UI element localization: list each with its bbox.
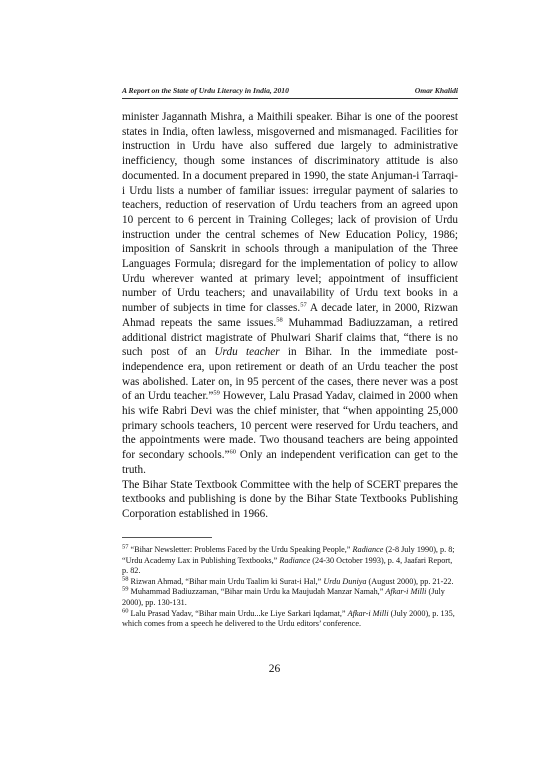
text-run: (July 2000), p. 135, which comes from a speech he delivered to the Urdu editors’ conference. (122, 608, 455, 629)
text-run: “Bihar Newsletter: Problems Faced by the Urdu Speaking People,” (128, 545, 353, 554)
text-run: (July 2000), pp. 130-131. (122, 587, 445, 607)
footnote-number: 58 (122, 575, 129, 583)
footnote (122, 587, 458, 608)
text-run: Lalu Prasad Yadav, “Bihar main Urdu...ke Liye Sarkari Iqdamat,” (128, 608, 348, 618)
text-run: (2-8 July 1990), p. 8; “Urdu Academy Lax in Publishing Textbooks,” (122, 545, 455, 565)
footnote (122, 577, 458, 588)
footnote-number: 57 (122, 543, 129, 551)
text-run: A decade later, in 2000, Rizwan Ahmad repeats the same issues. (122, 302, 458, 329)
text-run: Muhammad Badiuzzaman, “Bihar main Urdu ka Maujudah Manzar Namah,” (128, 587, 386, 597)
header-author: Omar Khalidi (414, 86, 458, 95)
paragraph (122, 110, 458, 478)
footnote-number: 59 (122, 585, 129, 593)
footnote (122, 606, 458, 630)
italic-text: Afkar-i Milli (347, 608, 389, 618)
header-title: A Report on the State of Urdu Literacy in India, 2010 (122, 86, 289, 95)
italic-text: Urdu Duniya (323, 576, 367, 586)
footnote-ref-57[interactable]: 57 (300, 301, 307, 309)
text-run: in Bihar. In the immediate post-independence era, upon retirement or death of an Urdu teacher the post was abolished. Later on, in 95 percent of the cases, there never was a post of an Urdu teacher.” (122, 346, 458, 403)
running-header (122, 86, 458, 99)
footnote (122, 545, 458, 577)
text-run: However, Lalu Prasad Yadav, claimed in 2000 when his wife Rabri Devi was the chief minister, that “when appointing 25,000 primary schools teachers, 10 percent were reserved for Urdu teachers, and the appointments were made. Two thousand teachers are being appointed for secondary schools.” (122, 390, 458, 462)
italic-text: Afkar-i Milli (385, 587, 427, 597)
italic-text: Urdu teacher (214, 346, 280, 359)
text-run: Only an independent verification can get to the truth. (122, 449, 458, 476)
footnote-separator (122, 537, 212, 538)
paragraph: The Bihar State Textbook Committee with the help of SCERT prepares the textbooks and publishing is done by the Bihar State Textbooks Publishing Corporation established in 1966. (122, 478, 458, 520)
footnote-ref-60[interactable]: 60 (229, 448, 237, 456)
text-run: Rizwan Ahmad, “Bihar main Urdu Taalim ki Surat-i Hal,” (128, 576, 324, 586)
text-run: (August 2000), pp. 21-22. (366, 576, 454, 586)
footnotes (122, 545, 458, 630)
text-run: Muhammad Badiuzzaman, a retired additional district magistrate of Phulwari Sharif claims that, “there is no such post of an (122, 316, 459, 359)
italic-text: Radiance (279, 555, 311, 565)
footnote-number: 60 (122, 606, 129, 614)
text-run: (24-30 October 1993), p. 4, Jaafari Report, p. 82. (122, 555, 453, 576)
footnote-ref-58[interactable]: 58 (276, 316, 283, 324)
page-number: 26 (268, 663, 281, 675)
text-run: minister Jagannath Mishra, a Maithili speaker. Bihar is one of the poorest states in India, often lawless, misgoverned and mismanaged. Facilities for instruction in Urdu have also suffered due largely to administrative inefficiency, though some instances of discriminatory attitude is also documented. In a document prepared in 1990, the state Anjuman-i Tarraqi-i Urdu lists a number of familiar issues: irregular payment of salaries to teachers, reduction of reservation of Urdu teachers from an agreed upon 10 percent to 6 percent in Training Colleges; lack of provision of Urdu instruction under the central schemes of New Education Policy, 1986; imposition of Sanskrit in schools through a manipulation of the Three Languages Formula; disregard for the implementation of policy to allow Urdu wherever wanted at primary level; appointment of insufficient number of Urdu teachers; and unavailability of Urdu text books in a number of subjects in time for classes. (122, 111, 458, 315)
italic-text: Radiance (352, 545, 384, 554)
footnote-ref-59[interactable]: 59 (213, 389, 220, 397)
body-text (122, 110, 458, 522)
